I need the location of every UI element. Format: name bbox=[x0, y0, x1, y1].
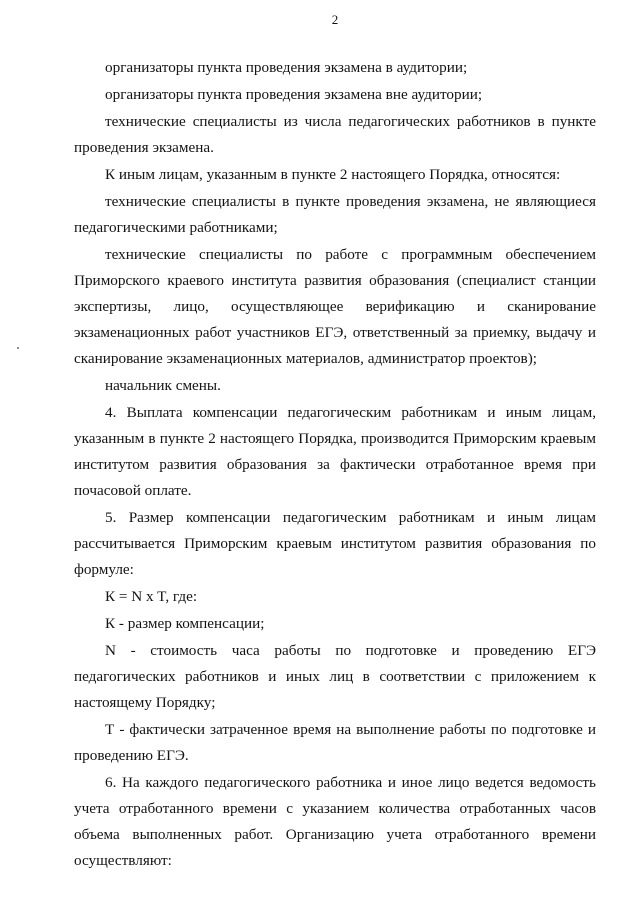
paragraph-other-persons-heading: К иным лицам, указанным в пункте 2 настоящего Порядка, относятся: bbox=[105, 166, 561, 183]
paragraph-section-5: 5. Размер компенсации педагогическим работникам и иным лицам рассчитывается Приморским краевым институтом развития образования по формуле: bbox=[74, 509, 596, 578]
paragraph-formula: К = N x T, где: bbox=[105, 588, 198, 605]
paragraph-section-4: 4. Выплата компенсации педагогическим работникам и иным лицам, указанным в пункте 2 настоящего Порядка, производится Приморским краевым институтом развития образования за фактически отработанное время при почасовой оплате. bbox=[74, 404, 596, 499]
scan-mark bbox=[17, 347, 19, 349]
paragraph-organizers-in-room: организаторы пункта проведения экзамена в аудитории; bbox=[105, 59, 468, 76]
paragraph-tech-specialists-non-teachers: технические специалисты в пункте проведения экзамена, не являющиеся педагогическими работниками; bbox=[74, 193, 596, 236]
paragraph-formula-t: Т - фактически затраченное время на выполнение работы по подготовке и проведению ЕГЭ. bbox=[74, 721, 596, 764]
paragraph-section-6: 6. На каждого педагогического работника и иное лицо ведется ведомость учета отработанного времени с указанием количества отработанных часов объема выполненных работ. Организацию учета отработанного времени осуществляют: bbox=[74, 774, 596, 869]
paragraph-organizers-outside-room: организаторы пункта проведения экзамена вне аудитории; bbox=[105, 86, 483, 103]
document-body bbox=[74, 55, 596, 874]
paragraph-shift-supervisor: начальник смены. bbox=[105, 377, 221, 394]
paragraph-tech-specialists-software: технические специалисты по работе с программным обеспечением Приморского краевого института развития образования (специалист станции экспертизы, лицо, осуществляющее верификацию и сканирование экзаменационных работ участников ЕГЭ, ответственный за приемку, выдачу и сканирование экзаменационных материалов, администратор проектов); bbox=[74, 246, 596, 367]
paragraph-tech-specialists-teachers: технические специалисты из числа педагогических работников в пункте проведения экзамена. bbox=[74, 113, 596, 156]
paragraph-formula-k: К - размер компенсации; bbox=[105, 615, 265, 632]
paragraph-formula-n: N - стоимость часа работы по подготовке и проведению ЕГЭ педагогических работников и иных лиц в соответствии с приложением к настоящему Порядку; bbox=[74, 642, 596, 711]
page-number: 2 bbox=[331, 12, 339, 27]
